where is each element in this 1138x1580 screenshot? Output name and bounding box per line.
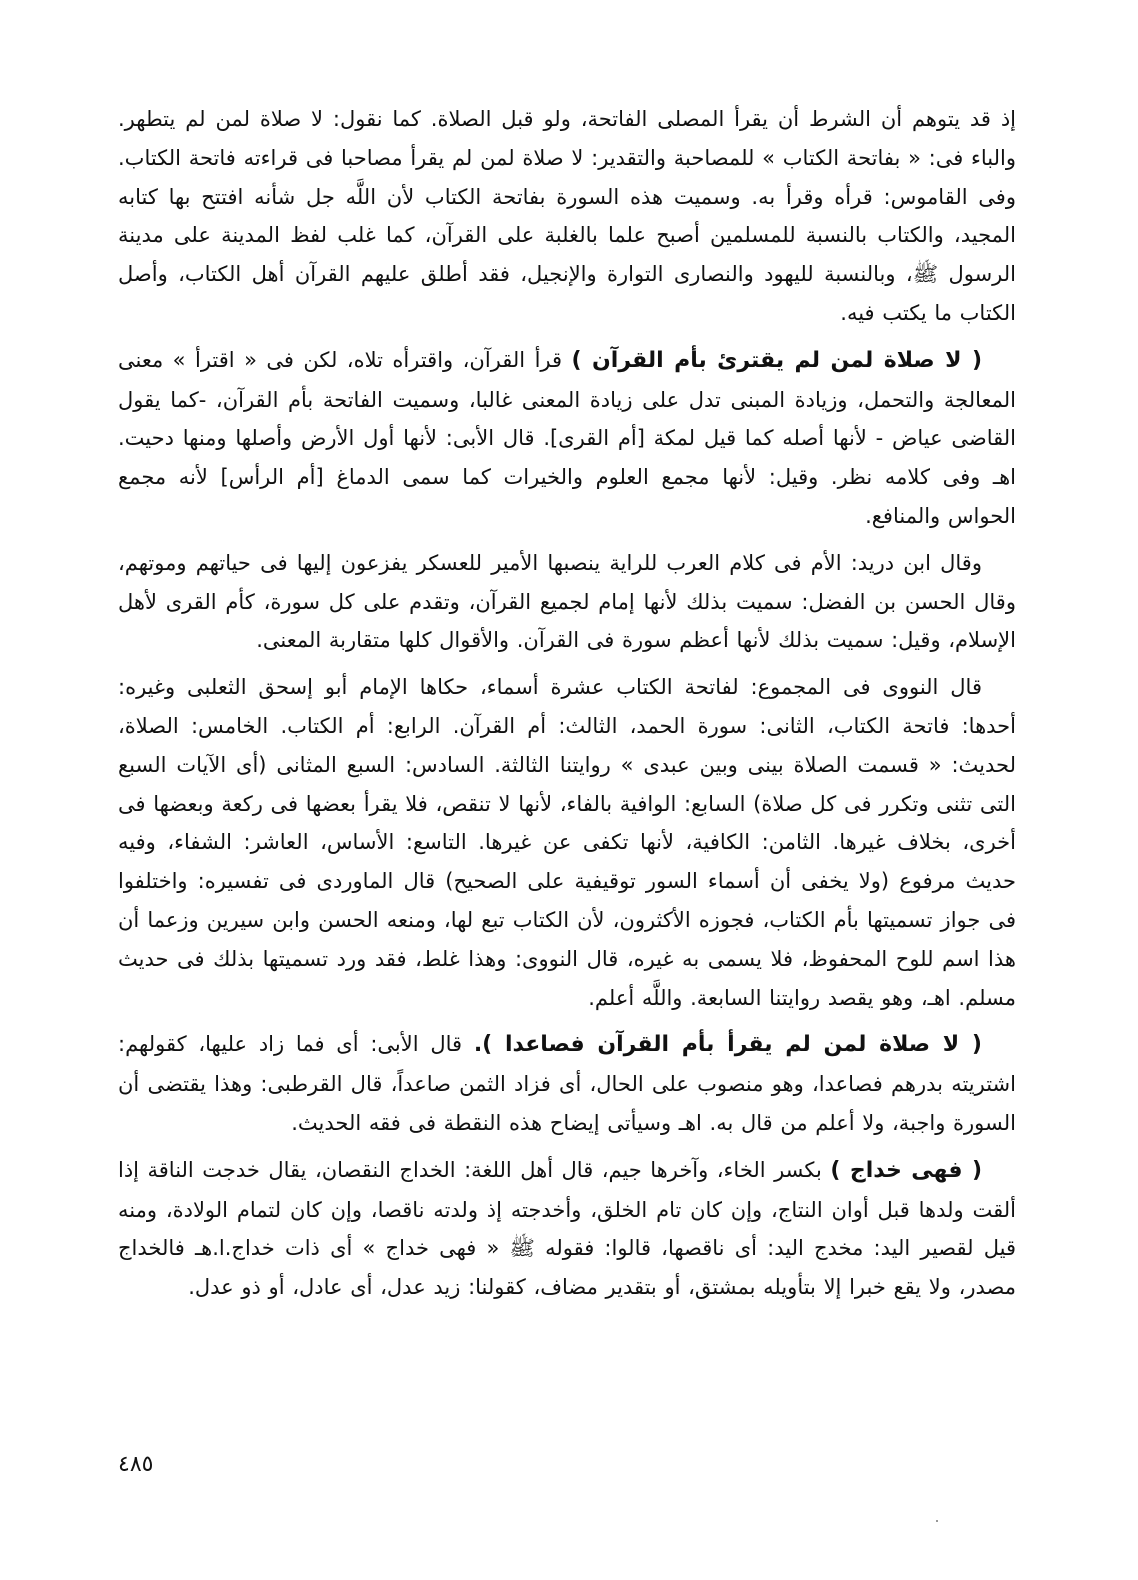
page-number: ٤٨٥ — [118, 1452, 154, 1477]
paragraph-2-text: قرأ القرآن، واقترأه تلاه، لكن فى « اقترأ » معنى المعالجة والتحمل، وزيادة المبنى تدل على زيادة المعنى غالبا، وسميت الفاتحة بأم القرآن، -كما يقول القاضى عياض - لأنها أصله كما قيل لمكة [أم القرى]. قال الأبى: لأنها أول الأرض وأصلها ومنها دحيت. اهـ وفى كلامه نظر. وقيل: لأنها مجمع العلوم والخيرات كما سمى الدماغ [أم الرأس] لأنه مجمع الحواس والمنافع. — [118, 347, 1016, 528]
paragraph-4-text: قال النووى فى المجموع: لفاتحة الكتاب عشرة أسماء، حكاها الإمام أبو إسحق الثعلبى وغيره: أحدها: فاتحة الكتاب، الثانى: سورة الحمد، الثالث: أم القرآن. الرابع: أم الكتاب. الخامس: الصلاة، لحديث: « قسمت الصلاة بينى وبين عبدى » روايتنا الثالثة. السادس: السبع المثانى (أى الآيات السبع التى تثنى وتكرر فى كل صلاة) السابع: الوافية بالفاء، لأنها لا تنقص، فلا يقرأ بعضها فى ركعة وبعضها فى أخرى، بخلاف غيرها. الثامن: الكافية، لأنها تكفى عن غيرها. التاسع: الأساس، العاشر: الشفاء، وفيه حديث مرفوع (ولا يخفى أن أسماء السور توقيفية على الصحيح) قال الماوردى فى تفسيره: واختلفوا فى جواز تسميتها بأم الكتاب، فجوزه الأكثرون، لأن الكتاب تبع لها، ومنعه الحسن وابن سيرين وزعما أن هذا اسم للوح المحفوظ، فلا يسمى به غيره، قال النووى: وهذا غلط، فقد ورد تسميتها بذلك فى حديث مسلم. اهـ، وهو يقصد روايتنا السابعة. واللَّه أعلم. — [118, 675, 1016, 1010]
lemma-fasaidan: ( لا صلاة لمن لم يقرأ بأم القرآن فصاعدا ). — [473, 1032, 982, 1058]
paragraph-6 — [118, 1151, 1016, 1307]
paragraph-5 — [118, 1025, 1016, 1142]
paragraph-2 — [118, 341, 1016, 536]
paragraph-4 — [118, 668, 1016, 1017]
lemma-khidaj: ( فهى خداج ) — [830, 1157, 982, 1183]
paragraph-6-text: بكسر الخاء، وآخرها جيم، قال أهل اللغة: الخداج النقصان، يقال خدجت الناقة إذا ألقت ولدها قبل أوان النتاج، وإن كان تام الخلق، وأخدجته إذ ولدته ناقصا، وإن كان لتمام الولادة، ومنه قيل لقصير اليد: مخدج اليد: أى ناقصها، قالوا: فقوله ﷺ « فهى خداج » أى ذات خداج.ا.هـ فالخداج مصدر، ولا يقع خبرا إلا بتأويله بمشتق، أو بتقدير مضاف، كقولنا: زيد عدل، أى عادل، أو ذو عدل. — [118, 1157, 1016, 1300]
paragraph-3 — [118, 544, 1016, 660]
body-text — [118, 100, 1016, 1315]
paragraph-1-text: إذ قد يتوهم أن الشرط أن يقرأ المصلى الفاتحة، ولو قبل الصلاة. كما نقول: لا صلاة لمن لم يتطهر. والباء فى: « بفاتحة الكتاب » للمصاحبة والتقدير: لا صلاة لمن لم يقرأ مصاحبا فى قراءته فاتحة الكتاب. وفى القاموس: قرأه وقرأ به. وسميت هذه السورة بفاتحة الكتاب لأن اللَّه جل شأنه افتتح بها كتابه المجيد، والكتاب بالنسبة للمسلمين أصبح علما بالغلبة على القرآن، كما غلب لفظ المدينة على مدينة الرسول ﷺ، وبالنسبة لليهود والنصارى التوارة والإنجيل، فقد أطلق عليهم القرآن أهل الكتاب، وأصل الكتاب ما يكتب فيه. — [118, 107, 1016, 325]
paragraph-5-text: قال الأبى: أى فما زاد عليها، كقولهم: اشتريته بدرهم فصاعدا، وهو منصوب على الحال، أى فزاد الثمن صاعداً، قال القرطبى: وهذا يقتضى أن السورة واجبة، ولا أعلم من قال به. اهـ وسيأتى إيضاح هذه النقطة فى فقه الحديث. — [118, 1032, 1016, 1135]
paragraph-1 — [118, 100, 1016, 333]
lemma-la-salata-yaqtari: ( لا صلاة لمن لم يقترئ بأم القرآن ) — [571, 347, 983, 373]
paragraph-3-text: وقال ابن دريد: الأم فى كلام العرب للراية ينصبها الأمير للعسكر يفزعون إليها فى حياتهم وموتهم، وقال الحسن بن الفضل: سميت بذلك لأنها إمام لجميع القرآن، وتقدم على كل سورة، كأم القرى لأهل الإسلام، وقيل: سميت بذلك لأنها أعظم سورة فى القرآن. والأقوال كلها متقاربة المعنى. — [118, 550, 1016, 653]
scan-speck — [936, 1520, 938, 1522]
